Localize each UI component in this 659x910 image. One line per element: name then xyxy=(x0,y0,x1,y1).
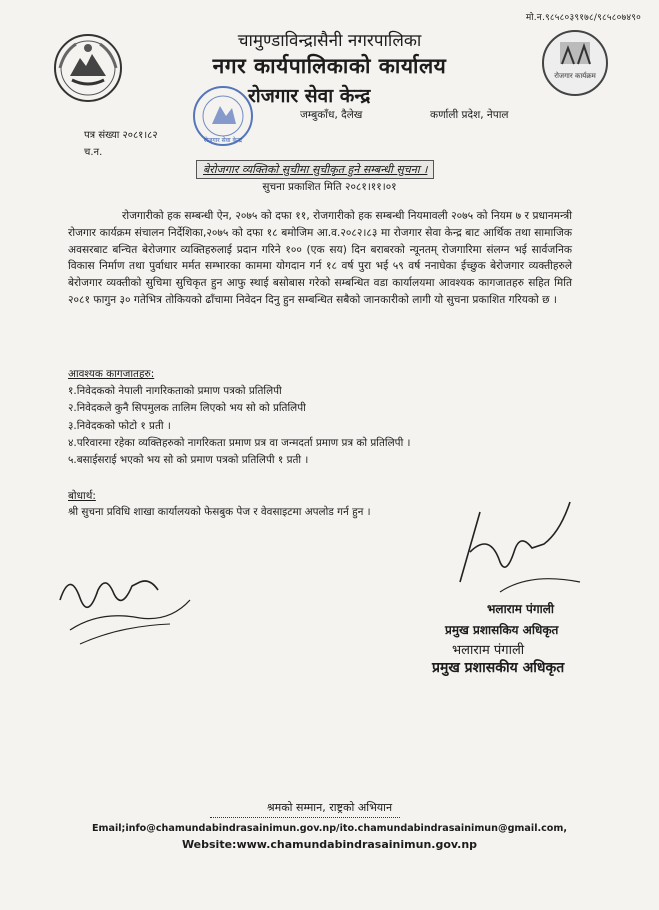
dispatch-number: च.न. xyxy=(84,147,103,158)
phone-number: मो.न.९८५८०३९१७८/९८५८०७४९० xyxy=(525,13,641,23)
coordinator-signature xyxy=(40,560,210,650)
address-province: कर्णाली प्रदेश, नेपाल xyxy=(430,109,509,121)
footer-divider xyxy=(210,817,400,818)
footer-slogan: श्रमको सम्मान, राष्ट्रको अभियान xyxy=(266,801,393,814)
reference-number: पत्र संख्या २०८१।८२ xyxy=(84,130,158,141)
document-item: २.निवेदकले कुनै सिपमुलक तालिम लिएको भय सो को प्रतिलिपी xyxy=(68,402,306,415)
document-item: १.निवेदकको नेपाली नागरिकताको प्रमाण पत्रको प्रतिलिपी xyxy=(68,385,282,397)
cc-text: श्री सुचना प्रविधि शाखा कार्यालयको फेसबुक पेज र वेवसाइटमा अपलोड गर्न हुन । xyxy=(68,506,371,518)
municipality-name: चामुण्डाविन्द्रासैनी नगरपालिका xyxy=(237,31,422,51)
notice-subject: बेरोजगार व्यक्तिको सुचीमा सुचीकृत हुने सम्बन्धी सुचना । xyxy=(196,160,434,179)
publish-date: सुचना प्रकाशित मिति २०८१।११।०१ xyxy=(262,181,397,193)
officer-signature xyxy=(440,492,590,602)
office-name: नगर कार्यपालिकाको कार्यालय xyxy=(212,54,447,78)
notice-body: रोजगारीको हक सम्बन्धी ऐन, २०७५ को दफा ११, रोजगारीको हक सम्बन्धी नियमावली २०७५ को नियम ७ र प्रधानमन्त्री रोजगार कार्यक्रम संचालन निर्देशिका,२०७५ को दफा १८ बमोजिम आ.व.२०८२।८३ मा रोजगार सेवा केन्द्र बाट आर्थिक तथा सामाजिक अवसरबाट बन्चित बेरोजगार व्यक्तिहरुलाई प्रदान गरिने १०० (एक सय) दिन बराबरको न्यूनतम् रोजगारिमा संलग्न भई सार्वजनिक विकास निर्माण तथा पुर्वाधार मर्मत सम्भारका काममा योगदान गर्न १८ वर्ष पुरा भई ५९ वर्ष ननाघेका ईच्छुक बेरोजगार व्यक्तीहरुले बेरोजगार व्यक्तीको सुचिमा सुचिकृत हुन आफु स्थाई बसोबास गरेको सम्बन्धित वडा कार्यालयमा आवश्यक कागजातहरु सहित मिति २०८१ फागुन ३० गतेभित्र तोकियको ढाँचामा निवेदन दिनु हुन सम्बन्धित सबैको जानकारीको लागी यो सुचना प्रकाशित गरियको छ । xyxy=(68,210,572,306)
officer-name-typed: भलाराम पंगाली xyxy=(487,602,554,616)
stamp-text: रोजगार सेवा केन्द्र xyxy=(203,137,243,144)
footer-website: Website:www.chamundabindrasainimun.gov.np xyxy=(181,838,478,851)
officer-title-stamp: प्रमुख प्रशासकीय अधिकृत xyxy=(432,660,565,676)
document-item: ४.परिवारमा रहेका व्यक्तिहरुको नागरिकता प्रमाण प्रत्र वा जन्मदर्ता प्रमाण प्रत्र को प्रतिलिपी । xyxy=(68,436,411,449)
service-center-name: रोजगार सेवा केन्द्र xyxy=(248,85,371,107)
documents-list xyxy=(68,383,411,469)
document-item: ३.निवेदकको फोटो १ प्रती । xyxy=(68,419,171,432)
document-item: ५.बसाईसराई भएको भय सो को प्रमाण पत्रको प्रतिलिपी १ प्रती । xyxy=(68,454,309,467)
address-district: जम्बुकाँध, दैलेख xyxy=(300,109,363,121)
footer-email: Email;info@chamundabindrasainimun.gov.np/ito.chamundabindrasainimun@gmail.com, xyxy=(91,823,568,834)
logo-caption: रोजगार कार्यक्रम xyxy=(554,72,596,80)
officer-name-stamp: भलाराम पंगाली xyxy=(452,643,525,658)
cc-heading: बोधार्थ: xyxy=(68,490,96,502)
officer-title-typed: प्रमुख प्रशासकिय अधिकृत xyxy=(445,623,559,637)
documents-heading: आवश्यक कागजातहरु: xyxy=(68,368,155,380)
